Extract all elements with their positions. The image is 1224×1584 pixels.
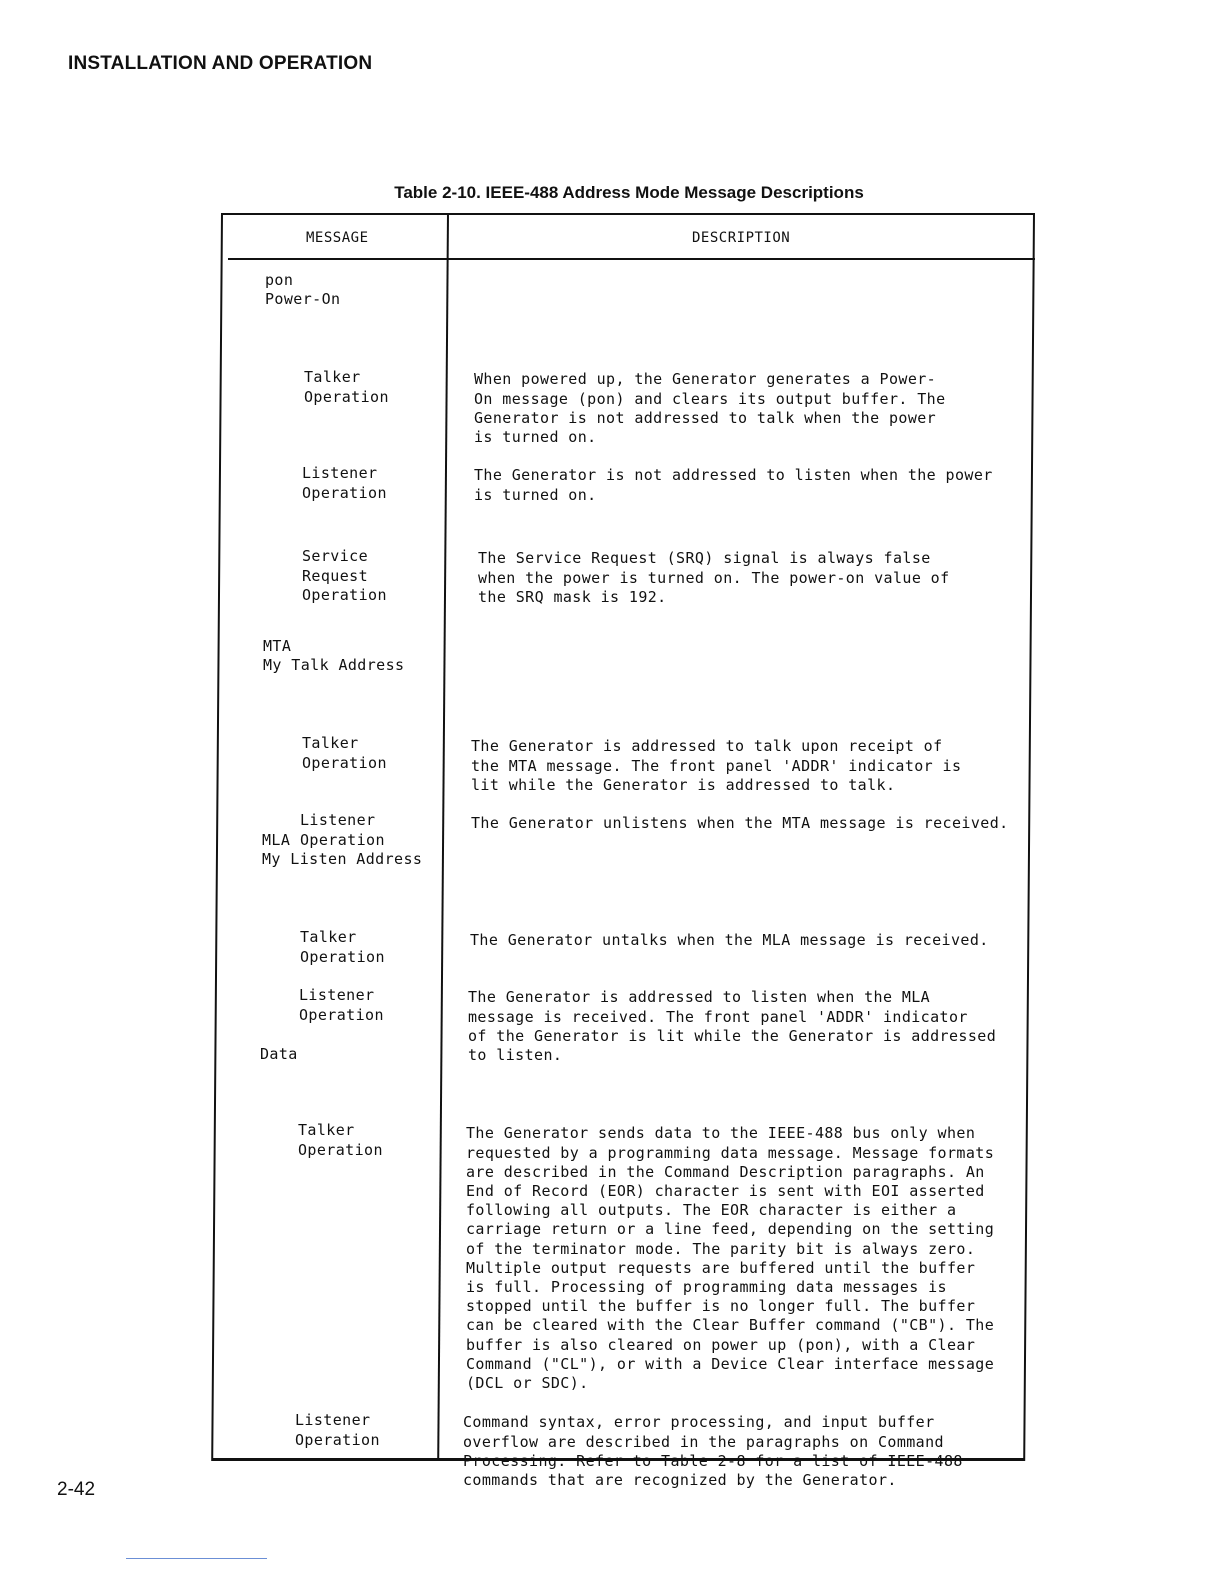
footer-rule (126, 1558, 267, 1559)
row-description: The Generator is addressed to talk upon receipt of the MTA message. The front panel 'ADDR' indicator is lit while the Generator is addressed to talk. (471, 737, 962, 794)
row-label: Talker Operation (300, 928, 385, 966)
row-description: When powered up, the Generator generates a Power- On message (pon) and clears its output buffer. The Generator is not addressed to talk when the power is turned on. (474, 370, 946, 447)
message-name: Power-On (265, 290, 341, 308)
row-label: Talker Operation (302, 734, 387, 772)
page-number: 2-42 (57, 1479, 96, 1500)
row-description: The Generator sends data to the IEEE-488 bus only when requested by a programming data message. Message formats are described in the Command Description paragraphs. An End of Record (EOR) character is sent with EOI asserted following all outputs. The EOR character is either a carriage return or a line feed, depending on the setting of the terminator mode. The parity bit is always zero. Multiple output requests are buffered until the buffer is full. Processing of programming data messages is stopped until the buffer is no longer full. The buffer can be cleared with the Clear Buffer command ("CB"). The buffer is also cleared on power up (pon), with a Clear Command ("CL"), or with a Device Clear interface message (DCL or SDC). (466, 1124, 995, 1393)
message-code: MLA (262, 831, 291, 849)
row-label: Listener Operation (302, 464, 387, 502)
table-title: Table 2-10. IEEE-488 Address Mode Message Descriptions (394, 183, 864, 202)
row-label: Listener Operation (300, 811, 385, 849)
row-label: Service Request Operation (302, 547, 387, 604)
row-description: The Service Request (SRQ) signal is always false when the power is turned on. The power-on value of the SRQ mask is 192. (478, 549, 950, 606)
message-name: My Listen Address (262, 850, 423, 868)
row-description: The Generator is addressed to listen when the MLA message is received. The front panel 'ADDR' indicator of the Generator is lit while the Generator is addressed to listen. (468, 988, 997, 1065)
row-label: Listener Operation (295, 1411, 380, 1449)
row-label: Talker Operation (298, 1121, 383, 1159)
row-description: The Generator untalks when the MLA message is received. (470, 931, 989, 950)
row-label: Talker Operation (304, 368, 389, 406)
row-description: The Generator unlistens when the MTA message is received. (471, 814, 1009, 833)
row-description: Command syntax, error processing, and input buffer overflow are described in the paragraphs on Command Processing. Refer to Table 2-8 for a list of IEEE-488 commands that are recognized by the Generator. (463, 1413, 963, 1490)
header-rule (228, 258, 1035, 260)
message-name: My Talk Address (263, 656, 405, 674)
message-code: MTA (263, 637, 292, 655)
section-header: INSTALLATION AND OPERATION (68, 53, 373, 74)
row-label: Listener Operation (299, 986, 384, 1024)
column-header-message: MESSAGE (306, 230, 369, 246)
message-code: Data (260, 1045, 298, 1063)
row-description: The Generator is not addressed to listen when the power is turned on. (474, 466, 993, 504)
column-header-description: DESCRIPTION (692, 230, 791, 246)
message-code: pon (265, 271, 294, 289)
